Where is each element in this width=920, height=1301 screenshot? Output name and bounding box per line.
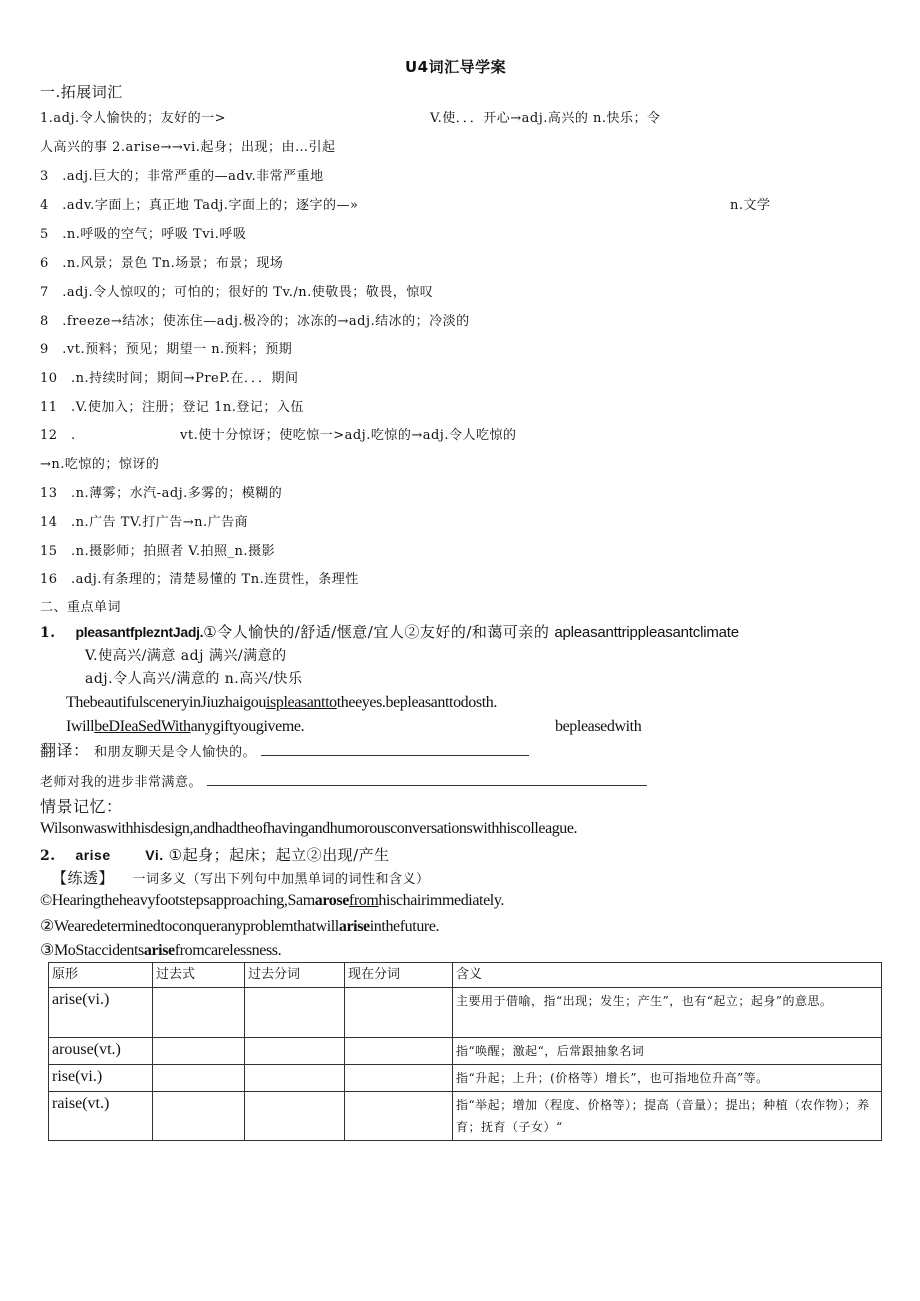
sentence-text: fromcarelessness.	[174, 942, 282, 959]
page-title: U4词汇导学案	[405, 58, 507, 76]
vocab-line-12-cont: →n.吃惊的；惊讶的	[40, 457, 160, 472]
adj-form-line: adj.令人高兴/满意的 n.高兴/快乐	[85, 671, 303, 687]
vocab-line-12: 12 .	[40, 428, 76, 443]
vocab-line-16: 16 .adj.有条理的；清楚易懂的 Tn.连贯性，条理性	[40, 572, 359, 587]
underlined-phrase: from	[348, 892, 379, 909]
practice-sentence-2	[40, 916, 439, 938]
cell-meaning: 主要用于借喻，指“出现；发生；产生”，也有“起立；起身”的意思。	[453, 988, 882, 1038]
sentence-text: hischairimmediately.	[378, 892, 505, 909]
sentence-text: Iwill	[66, 718, 95, 735]
vocab-line-13: 13 .n.薄雾；水汽-adj.多雾的；模糊的	[40, 486, 283, 501]
header-base-form: 原形	[49, 963, 153, 988]
cell-word: raise(vt.)	[49, 1092, 153, 1141]
entry-headword: arise	[75, 847, 111, 863]
practice-sentence-3	[40, 940, 281, 962]
vocab-line-2: 人高兴的事 2.arise→→vi.起身；出现；由…引起	[40, 140, 336, 155]
header-meaning: 含义	[453, 963, 882, 988]
translate-label: 翻译：	[40, 741, 90, 760]
cell-meaning: 指“举起；增加（程度、价格等）；提高（音量）；提出；种植（农作物）；养育；抚育（子女）“	[453, 1092, 882, 1141]
practice-sentence-1	[40, 890, 504, 912]
vocab-line-7: 7 .adj.令人惊叹的；可怕的；很好的 Tv./n.使敬畏；敬畏，惊叹	[40, 285, 434, 300]
example-sentence-2	[66, 716, 304, 738]
cell-blank[interactable]	[153, 1038, 245, 1065]
cell-blank[interactable]	[245, 988, 345, 1038]
section-heading-extended-vocab: 一.拓展词汇	[40, 83, 123, 101]
vocab-line-4: 4 .adv.字面上；真正地 Tadj.字面上的；逐字的—»	[40, 198, 359, 213]
vocab-line-15: 15 .n.摄影师；拍照者 V.拍照_n.摄影	[40, 544, 276, 559]
bold-word: arose	[314, 892, 349, 909]
entry-headword: pleasantfplezntJadj.	[75, 624, 204, 640]
vocab-line-1: 1.adj.令人愉快的；友好的一>	[40, 111, 227, 126]
sentence-text: theeyes.bepleasanttodosth.	[336, 694, 497, 711]
translate-prompt: 老师对我的进步非常满意。	[40, 775, 203, 790]
vocab-line-5: 5 .n.呼吸的空气；呼吸 Tvi.呼吸	[40, 227, 247, 242]
sentence-text: inthefuture.	[369, 918, 440, 935]
word-entry-pleasant	[40, 622, 739, 643]
vocab-line-11: 11 .V.使加入；注册；登记 1n.登记；入伍	[40, 400, 304, 415]
cell-blank[interactable]	[245, 1038, 345, 1065]
sentence-text: ③MoStaccidents	[40, 942, 144, 959]
vocab-line-8: 8 .freeze→结冰；使冻住—adj.极冷的；冰冻的→adj.结冰的；冷淡的	[40, 314, 470, 329]
translate-line-2	[40, 773, 647, 792]
practice-label: 【练透】	[52, 869, 115, 887]
table-row	[49, 988, 882, 1038]
cell-blank[interactable]	[245, 1065, 345, 1092]
memory-sentence: Wilsonwaswithhisdesign,andhadtheofhavingandhumorousconversationswithhiscolleague.	[40, 820, 578, 837]
section-heading-key-words: 二、重点单词	[40, 600, 122, 615]
verb-form-line: V.使高兴/满意 adj 满兴/满意的	[85, 648, 287, 664]
translate-prompt: 和朋友聊天是令人愉快的。	[94, 745, 257, 760]
vocab-line-4-right: n.文学	[730, 198, 771, 213]
cell-blank[interactable]	[153, 1065, 245, 1092]
vocab-line-3: 3 .adj.巨大的；非常严重的—adv.非常严重地	[40, 169, 324, 184]
word-entry-arise	[40, 845, 390, 866]
table-header-row	[49, 963, 882, 988]
entry-pos: Vi.	[145, 847, 164, 863]
table-row	[49, 1065, 882, 1092]
header-present-participle: 现在分词	[345, 963, 453, 988]
cell-blank[interactable]	[345, 1038, 453, 1065]
vocab-line-6: 6 .n.风景；景色 Tn.场景；布景；现场	[40, 256, 284, 271]
phrase-note: bepleasedwith	[555, 718, 642, 735]
memory-label: 情景记忆：	[40, 797, 123, 816]
vocab-line-12-right: vt.使十分惊讶；使吃惊一>adj.吃惊的→adj.令人吃惊的	[180, 428, 517, 443]
cell-blank[interactable]	[153, 1092, 245, 1141]
example-sentence-1	[66, 692, 497, 714]
cell-blank[interactable]	[345, 1065, 453, 1092]
cell-blank[interactable]	[153, 988, 245, 1038]
vocab-line-10: 10 .n.持续时间；期间→PreP.在．．．期间	[40, 371, 299, 386]
table-row	[49, 1038, 882, 1065]
cell-blank[interactable]	[345, 988, 453, 1038]
cell-meaning: 指“唤醒；激起“，后常跟抽象名词	[453, 1038, 882, 1065]
header-past-participle: 过去分词	[245, 963, 345, 988]
header-past-tense: 过去式	[153, 963, 245, 988]
sentence-text: ThebeautifulsceneryinJiuzhaigou	[66, 694, 266, 711]
vocab-line-14: 14 .n.广告 TV.打广告→n.广告商	[40, 515, 249, 530]
entry-meaning: ①起身；起床；起立②出现/产生	[168, 846, 390, 864]
sentence-text: anygiftyougiveme.	[190, 718, 305, 735]
cell-meaning: 指“升起；上升；(价格等）增长”，也可指地位升高”等。	[453, 1065, 882, 1092]
entry-examples: apleasanttrippleasantclimate	[554, 624, 739, 641]
vocab-line-1-right: V.使．．．开心→adj.高兴的 n.快乐；令	[430, 111, 661, 126]
cell-word: arouse(vt.)	[49, 1038, 153, 1065]
table-row	[49, 1092, 882, 1141]
sentence-text: ©Hearingtheheavyfootstepsapproaching,Sam	[40, 892, 315, 909]
bold-word: arise	[143, 942, 175, 959]
entry-meaning: ①令人愉快的/舒适/惬意/宜人②友好的/和蔼可亲的	[203, 623, 550, 641]
bold-word: arise	[338, 918, 370, 935]
answer-blank[interactable]	[207, 773, 647, 786]
cell-word: rise(vi.)	[49, 1065, 153, 1092]
translate-line-1	[40, 742, 529, 762]
entry-number: 1.	[40, 625, 56, 641]
underlined-phrase: beDIeaSedWith	[94, 718, 191, 735]
practice-desc: 一词多义（写出下列句中加黑单词的词性和含义）	[132, 872, 430, 887]
answer-blank[interactable]	[261, 743, 529, 756]
vocab-line-9: 9 .vt.预料；预见；期望一 n.预料；预期	[40, 342, 293, 357]
cell-word: arise(vi.)	[49, 988, 153, 1038]
word-forms-table	[48, 962, 882, 1141]
cell-blank[interactable]	[245, 1092, 345, 1141]
entry-number: 2.	[40, 848, 56, 864]
sentence-text: ②Wearedeterminedtoconqueranyproblemthatwill	[40, 918, 339, 935]
underlined-phrase: ispleasantto	[265, 694, 337, 711]
cell-blank[interactable]	[345, 1092, 453, 1141]
practice-line	[52, 869, 430, 889]
